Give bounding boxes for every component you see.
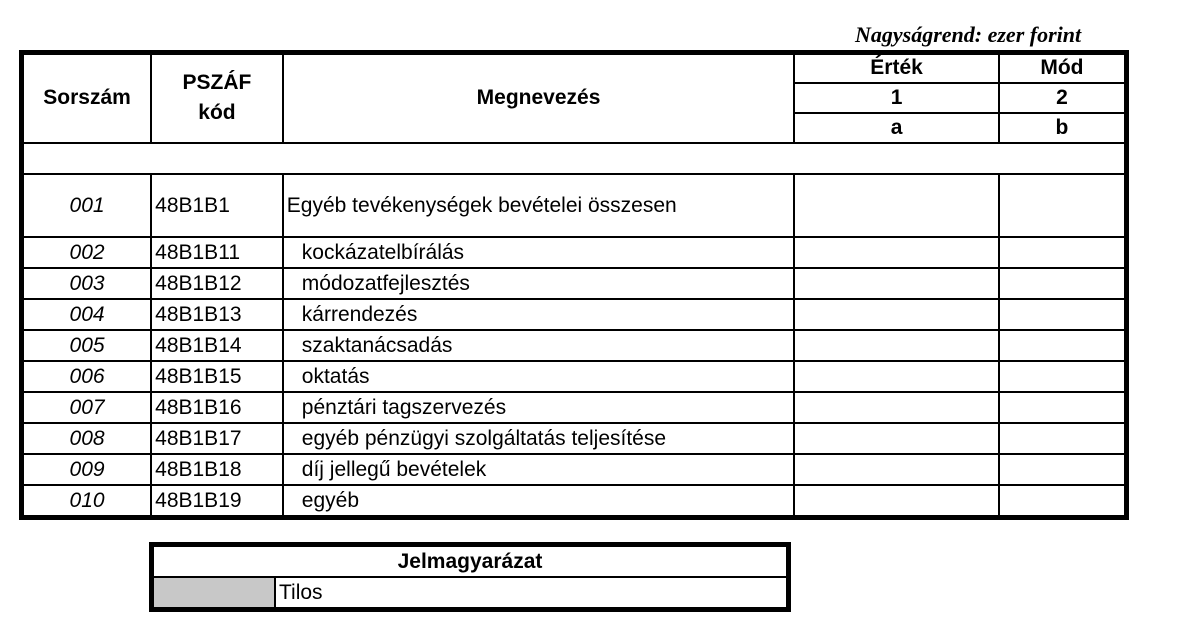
row-kod: 48B1B16	[151, 392, 283, 423]
row-ertek-cell[interactable]	[794, 174, 999, 237]
row-ertek-cell[interactable]	[794, 237, 999, 268]
header-ertek: Érték	[794, 53, 999, 83]
row-sorszam: 010	[22, 485, 152, 518]
table-row	[22, 330, 1127, 361]
header-pszaf-kod-label: PSZÁF kód	[182, 71, 252, 125]
row-kod: 48B1B13	[151, 299, 283, 330]
row-kod: 48B1B19	[151, 485, 283, 518]
row-ertek-cell[interactable]	[794, 454, 999, 485]
row-sorszam: 002	[22, 237, 152, 268]
row-mod-cell[interactable]	[999, 392, 1127, 423]
header-sorszam: Sorszám	[22, 53, 152, 143]
row-ertek-cell[interactable]	[794, 485, 999, 518]
row-megnevezes: egyéb pénzügyi szolgáltatás teljesítése	[283, 423, 794, 454]
row-mod-cell[interactable]	[999, 485, 1127, 518]
row-sorszam: 001	[22, 174, 152, 237]
legend-title: Jelmagyarázat	[152, 545, 789, 578]
header-pszaf-kod	[151, 53, 283, 143]
row-mod-cell[interactable]	[999, 237, 1127, 268]
table-row	[22, 361, 1127, 392]
data-table	[19, 50, 1129, 520]
header-col-let-a: a	[794, 113, 999, 143]
row-mod-cell[interactable]	[999, 268, 1127, 299]
row-sorszam: 005	[22, 330, 152, 361]
row-mod-cell[interactable]	[999, 299, 1127, 330]
row-mod-cell[interactable]	[999, 454, 1127, 485]
table-row	[22, 299, 1127, 330]
table-row	[22, 174, 1127, 237]
header-megnevezes: Megnevezés	[283, 53, 794, 143]
row-megnevezes: kockázatelbírálás	[283, 237, 794, 268]
row-kod: 48B1B18	[151, 454, 283, 485]
row-ertek-cell[interactable]	[794, 299, 999, 330]
row-mod-cell[interactable]	[999, 330, 1127, 361]
row-megnevezes: szaktanácsadás	[283, 330, 794, 361]
row-sorszam: 003	[22, 268, 152, 299]
row-sorszam: 008	[22, 423, 152, 454]
row-megnevezes: oktatás	[283, 361, 794, 392]
table-row	[22, 392, 1127, 423]
row-kod: 48B1B1	[151, 174, 283, 237]
row-ertek-cell[interactable]	[794, 268, 999, 299]
row-kod: 48B1B12	[151, 268, 283, 299]
row-kod: 48B1B11	[151, 237, 283, 268]
row-megnevezes: Egyéb tevékenységek bevételei összesen	[283, 174, 794, 237]
row-sorszam: 009	[22, 454, 152, 485]
header-col-num-1: 1	[794, 83, 999, 113]
row-megnevezes: pénztári tagszervezés	[283, 392, 794, 423]
row-mod-cell[interactable]	[999, 423, 1127, 454]
legend-table	[149, 542, 791, 612]
row-megnevezes: módozatfejlesztés	[283, 268, 794, 299]
row-sorszam: 004	[22, 299, 152, 330]
row-megnevezes: díj jellegű bevételek	[283, 454, 794, 485]
table-row	[22, 268, 1127, 299]
table-row	[22, 485, 1127, 518]
header-col-num-2: 2	[999, 83, 1127, 113]
table-row	[22, 423, 1127, 454]
row-mod-cell[interactable]	[999, 361, 1127, 392]
row-kod: 48B1B15	[151, 361, 283, 392]
header-separator	[22, 143, 1127, 174]
row-sorszam: 007	[22, 392, 152, 423]
legend-label-tilos: Tilos	[275, 577, 789, 610]
table-row	[22, 454, 1127, 485]
table-row	[22, 237, 1127, 268]
row-sorszam: 006	[22, 361, 152, 392]
legend-item	[152, 577, 789, 610]
row-ertek-cell[interactable]	[794, 423, 999, 454]
row-mod-cell[interactable]	[999, 174, 1127, 237]
row-kod: 48B1B14	[151, 330, 283, 361]
row-ertek-cell[interactable]	[794, 392, 999, 423]
row-kod: 48B1B17	[151, 423, 283, 454]
row-ertek-cell[interactable]	[794, 361, 999, 392]
header-mod: Mód	[999, 53, 1127, 83]
legend-swatch-tilos	[152, 577, 276, 610]
row-megnevezes: egyéb	[283, 485, 794, 518]
row-ertek-cell[interactable]	[794, 330, 999, 361]
row-megnevezes: kárrendezés	[283, 299, 794, 330]
unit-label: Nagyságrend: ezer forint	[855, 22, 1082, 47]
header-col-let-b: b	[999, 113, 1127, 143]
